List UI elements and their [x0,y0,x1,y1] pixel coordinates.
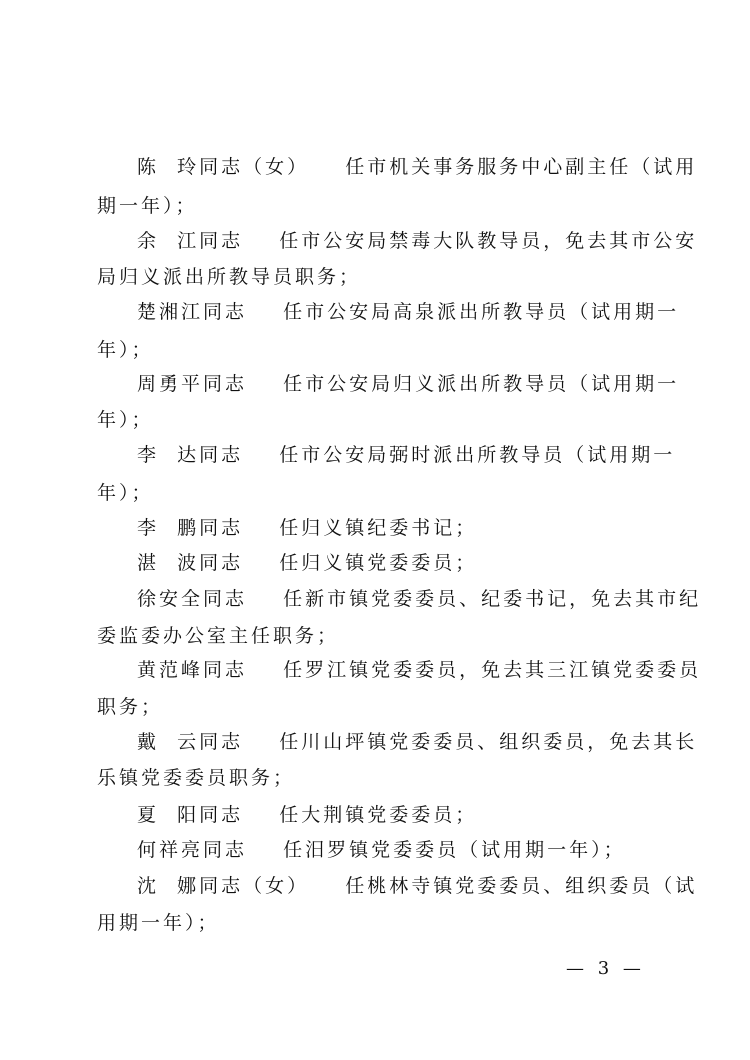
text-line: 李 鹏同志 任归义镇纪委书记； [137,517,478,539]
text-line: 李 达同志 任市公安局弼时派出所教导员（试用期一 [137,444,676,466]
text-line: 年）； [97,482,154,504]
text-line: 乐镇党委委员职务； [97,767,296,789]
text-line: 委监委办公室主任职务； [97,625,340,647]
text-line: 局归义派出所教导员职务； [97,266,362,288]
text-line: 黄范峰同志 任罗江镇党委委员，免去其三江镇党委委员 [137,659,702,681]
text-line: 楚湘江同志 任市公安局高泉派出所教导员（试用期一 [137,301,680,323]
text-line: 徐安全同志 任新市镇党委委员、纪委书记，免去其市纪 [137,588,702,610]
text-line: 年）； [97,409,154,431]
text-line: 夏 阳同志 任大荆镇党委委员； [137,804,478,826]
text-line: 陈 玲同志（女） 任市机关事务服务中心副主任（试用 [137,156,698,178]
page-number: — 3 — [566,958,645,979]
text-line: 湛 波同志 任归义镇党委委员； [137,552,478,574]
text-line: 职务； [97,696,164,718]
text-line: 用期一年）； [97,912,220,934]
text-line: 沈 娜同志（女） 任桃林寺镇党委委员、组织委员（试 [137,875,698,897]
text-line: 戴 云同志 任川山坪镇党委委员、组织委员，免去其长 [137,731,698,753]
text-line: 周勇平同志 任市公安局归义派出所教导员（试用期一 [137,373,680,395]
text-line: 期一年）； [97,195,198,217]
text-line: 何祥亮同志 任汨罗镇党委委员（试用期一年）； [137,839,626,861]
text-line: 余 江同志 任市公安局禁毒大队教导员，免去其市公安 [137,230,698,252]
text-line: 年）； [97,339,154,361]
